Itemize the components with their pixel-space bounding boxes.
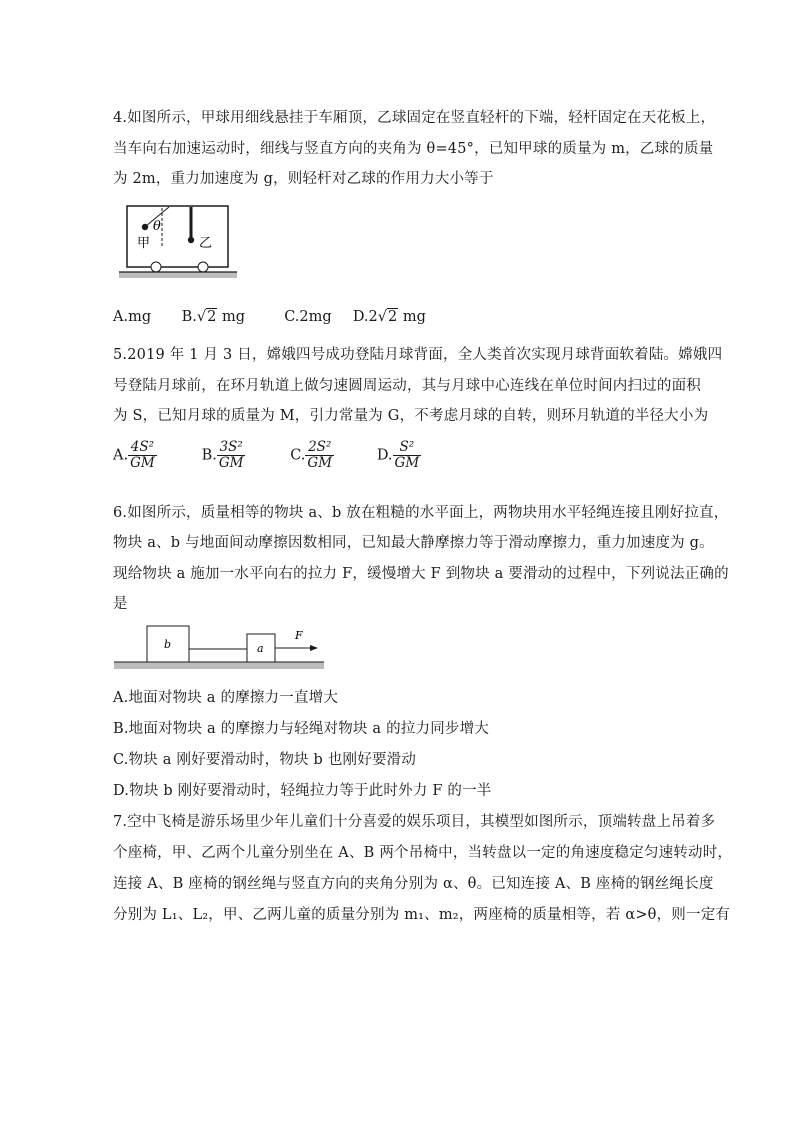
q7-line-2: 个座椅，甲、乙两个儿童分别坐在 A、B 两个吊椅中，当转盘以一定的角速度稳定匀速转动时， (113, 845, 733, 861)
q4-line-2: 当车向右加速运动时，细线与竖直方向的夹角为 θ=45°，已知甲球的质量为 m，乙球的质量 (113, 141, 714, 157)
q5-line-2: 号登陆月球前，在环月轨道上做匀速圆周运动，其与月球中心连线在单位时间内扫过的面积 (113, 378, 701, 394)
q5-line-3: 为 S，已知月球的质量为 M，引力常量为 G，不考虑月球的自转，则环月轨道的半径大小为 (113, 408, 709, 424)
q5-option-d: D. $\frac{\text{S²}}{GM}$ (376, 439, 420, 471)
q4-cart-figure (115, 200, 240, 280)
block-a-label: a (257, 642, 264, 655)
q6-option-c: C.物块 a 刚好要滑动时，物块 b 也刚好要滑动 (113, 752, 417, 768)
q5-option-c: C. $\frac{\text{2S²}}{GM}$ (290, 439, 333, 471)
q6-line-3: 现给物块 a 施加一水平向右的拉力 F，缓慢增大 F 到物块 a 要滑动的过程中，下列说法正确的 (113, 566, 729, 582)
q5-line-1: 5.2019 年 1 月 3 日，嫦娥四号成功登陆月球背面，全人类首次实现月球背面软着陆。嫦娥四 (113, 347, 723, 363)
q5-option-b: B. $\frac{\text{3S²}}{GM}$ (201, 439, 244, 471)
q4-line-1: 4.如图所示，甲球用细线悬挂于车厢顶，乙球固定在竖直轻杆的下端，轻杆固定在天花板上， (113, 110, 716, 126)
q4-option-c: C.2mg (284, 309, 332, 325)
label-jia: 甲 (137, 236, 151, 251)
q6-option-a: A.地面对物块 a 的摩擦力一直增大 (113, 690, 339, 706)
q6-line-1: 6.如图所示，质量相等的物块 a、b 放在粗糙的水平面上，两物块用水平轻绳连接且刚好拉直， (113, 505, 729, 521)
q7-line-3: 连接 A、B 座椅的钢丝绳与竖直方向的夹角分别为 α、θ。已知连接 A、B 座椅的钢丝绳长度 (113, 876, 714, 892)
theta-label: θ (153, 219, 161, 234)
force-arrow-head (310, 645, 318, 651)
block-b-label: b (164, 638, 172, 651)
ball-yi (188, 237, 194, 243)
q6-option-d: D.物块 b 刚好要滑动时，轻绳拉力等于此时外力 F 的一半 (113, 783, 492, 799)
wheel-right (198, 262, 208, 272)
q6-blocks-figure (114, 621, 326, 673)
q4-option-d: D.2√2 mg (352, 309, 426, 325)
q6-line-4: 是 (113, 596, 128, 612)
wheel-left (151, 262, 161, 272)
q5-options (113, 440, 421, 471)
ground-hatch (114, 662, 324, 669)
q4-line-3: 为 2m，重力加速度为 g，则轻杆对乙球的作用力大小等于 (113, 171, 494, 187)
q4-options (113, 309, 426, 325)
q4-option-a: A.mg (113, 309, 152, 325)
q4-option-b: B.√2 mg (181, 309, 245, 325)
q7-line-4: 分别为 L₁、L₂，甲、乙两儿童的质量分别为 m₁、m₂，两座椅的质量相等，若 α>θ，则一定有 (113, 907, 731, 923)
q6-line-2: 物块 a、b 与地面间动摩擦因数相同，已知最大静摩擦力等于滑动摩擦力，重力加速度为 g。 (113, 535, 714, 551)
q5-option-a: A. $\frac{\text{4S²}}{GM}$ (113, 439, 155, 471)
ground-hatch (119, 272, 237, 278)
ball-jia (142, 224, 148, 230)
label-yi: 乙 (199, 236, 213, 251)
force-label: F (295, 629, 303, 642)
q7-line-1: 7.空中飞椅是游乐场里少年儿童们十分喜爱的娱乐项目，其模型如图所示，顶端转盘上吊着多 (113, 814, 716, 830)
q6-option-b: B.地面对物块 a 的摩擦力与轻绳对物块 a 的拉力同步增大 (113, 721, 489, 737)
